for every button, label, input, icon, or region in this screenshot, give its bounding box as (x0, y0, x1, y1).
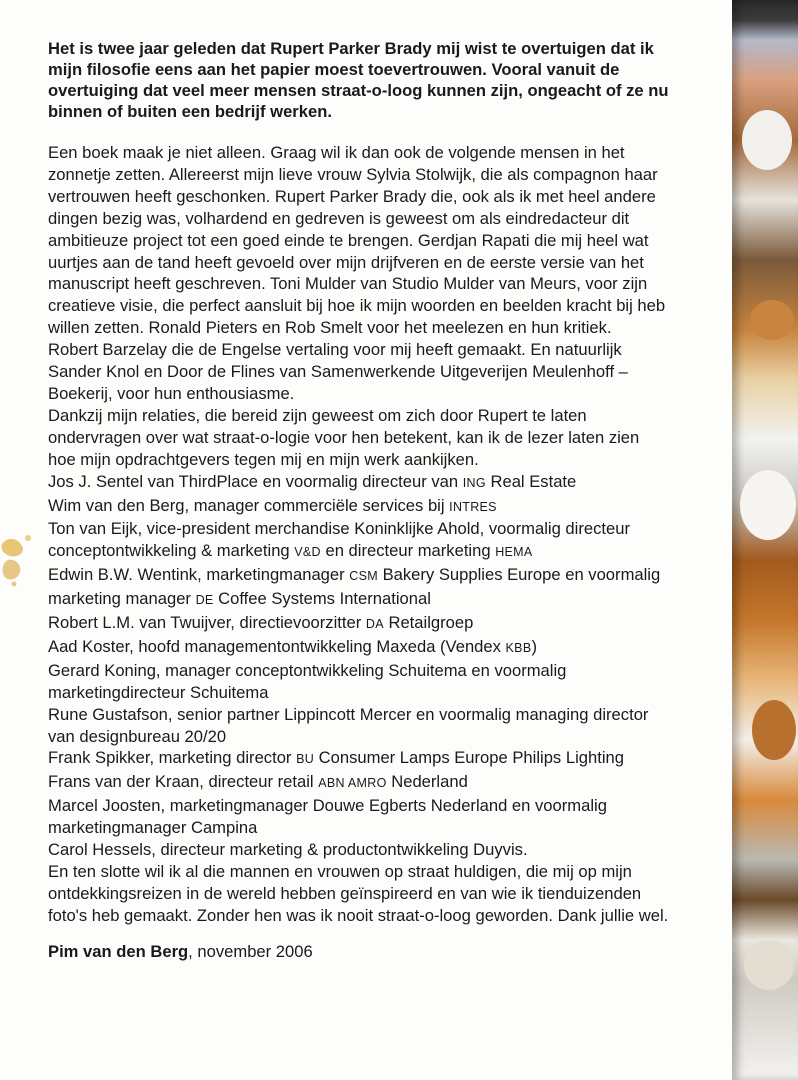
intro-line: mijn filosofie eens aan het papier moest toevertrouwen. Vooral vanuit de (48, 60, 620, 79)
cup-shape (742, 110, 792, 170)
body-line: Boekerij, voor hun enthousiasme. (48, 383, 295, 403)
contact-line: marketing manager DE Coffee Systems International (48, 589, 431, 609)
closing-line: ontdekkingsreizen in de wereld hebben geïnspireerd en van wie ik tienduizenden (48, 883, 642, 903)
body-line: Robert Barzelay die de Engelse vertaling voor mij heeft gemaakt. En natuurlijk (48, 340, 622, 360)
body-line: Sander Knol en Door de Flines van Samenwerkende Uitgeverijen Meulenhoff – (48, 362, 628, 382)
contact-line: Edwin B.W. Wentink, marketingmanager CSM Bakery Supplies Europe en voormalig (48, 565, 661, 585)
contact-line: Robert L.M. van Twuijver, directievoorzitter DA Retailgroep (48, 613, 474, 633)
contact-line: Frans van der Kraan, directeur retail ABN AMRO Nederland (48, 772, 468, 792)
body-line: manuscript heeft geschreven. Toni Mulder van Studio Mulder van Meurs, voor zijn (48, 274, 648, 294)
contact-line: conceptontwikkeling & marketing V&D en directeur marketing HEMA (48, 541, 533, 561)
contact-line: Wim van den Berg, manager commerciële services bij INTRES (48, 495, 497, 515)
closing-line: En ten slotte wil ik al die mannen en vrouwen op straat huldigen, die mij op mijn (48, 862, 632, 881)
adjacent-page-photo (732, 0, 798, 1080)
body-line: ambitieuze project tot een goed einde te brengen. Gerdjan Rapati die mij heel wat (48, 230, 649, 250)
contact-line: Gerard Koning, manager conceptontwikkeling Schuitema en voormalig (48, 660, 567, 680)
contact-line: marketingmanager Campina (48, 818, 258, 838)
contact-line: Rune Gustafson, senior partner Lippincott Mercer en voormalig managing director (48, 704, 649, 724)
contact-line: marketingdirecteur Schuitema (48, 682, 269, 702)
author-name: Pim van den Berg (48, 941, 189, 961)
body-line: creatieve visie, die perfect aansluit bij hoe ik mijn woorden en beelden kracht bij heb (48, 296, 666, 316)
signature-date: , november 2006 (188, 941, 313, 961)
contact-line: Jos J. Sentel van ThirdPlace en voormalig directeur van ING Real Estate (48, 471, 577, 491)
body-line: willen zetten. Ronald Pieters en Rob Smelt voor het meelezen en hun kritiek. (48, 318, 612, 338)
intro-line: overtuiging dat veel meer mensen straat-o-loog kunnen zijn, ongeacht of ze nu (48, 81, 669, 100)
signature (48, 941, 718, 963)
contact-line: Aad Koster, hoofd managementontwikkeling Maxeda (Vendex KBB) (48, 636, 537, 656)
body-line: vertrouwen heeft geschonken. Rupert Parker Brady die, ook als ik met heel andere (48, 186, 656, 206)
body-line: Dankzij mijn relaties, die bereid zijn geweest om zich door Rupert te laten (48, 405, 587, 425)
intro-line: binnen of buiten een bedrijf werken. (48, 102, 332, 121)
body-line: ondervragen over wat straat-o-logie voor hen betekent, kan ik de lezer laten zien (48, 427, 640, 447)
contact-line: Marcel Joosten, marketingmanager Douwe Egberts Nederland en voormalig (48, 796, 607, 816)
saucer-shape (744, 940, 794, 990)
contact-line: Frank Spikker, marketing director BU Consumer Lamps Europe Philips Lighting (48, 748, 624, 768)
page-text (48, 38, 718, 979)
body-line: hoe mijn opdrachtgevers tegen mij en mijn werk aankijken. (48, 449, 479, 469)
body-line: Een boek maak je niet alleen. Graag wil ik dan ook de volgende mensen in het (48, 143, 625, 162)
contact-line: Carol Hessels, directeur marketing & productontwikkeling Duyvis. (48, 840, 528, 860)
coffee-stain (0, 530, 40, 588)
pastry-shape (750, 300, 794, 340)
contact-line: Ton van Eijk, vice-president merchandise Koninklijke Ahold, voormalig directeur (48, 519, 630, 539)
croissant-shape (752, 700, 796, 760)
body-line: dingen bezig was, volhardend en gedreven is geweest om als eindredacteur dit (48, 208, 630, 228)
contact-line: van designbureau 20/20 (48, 726, 227, 746)
plate-shape (740, 470, 796, 540)
closing-line: foto's heb gemaakt. Zonder hen was ik nooit straat-o-loog geworden. Dank jullie wel. (48, 905, 669, 925)
intro-paragraph (48, 38, 718, 122)
body-line: uurtjes aan de tand heeft gevoeld over mijn drijfveren en de eerste versie van het (48, 252, 644, 272)
acknowledgements-paragraph (48, 142, 718, 927)
intro-line: Het is twee jaar geleden dat Rupert Parker Brady mij wist te overtuigen dat ik (48, 39, 654, 58)
body-line: zonnetje zetten. Allereerst mijn lieve vrouw Sylvia Stolwijk, die als compagnon haar (48, 164, 658, 184)
